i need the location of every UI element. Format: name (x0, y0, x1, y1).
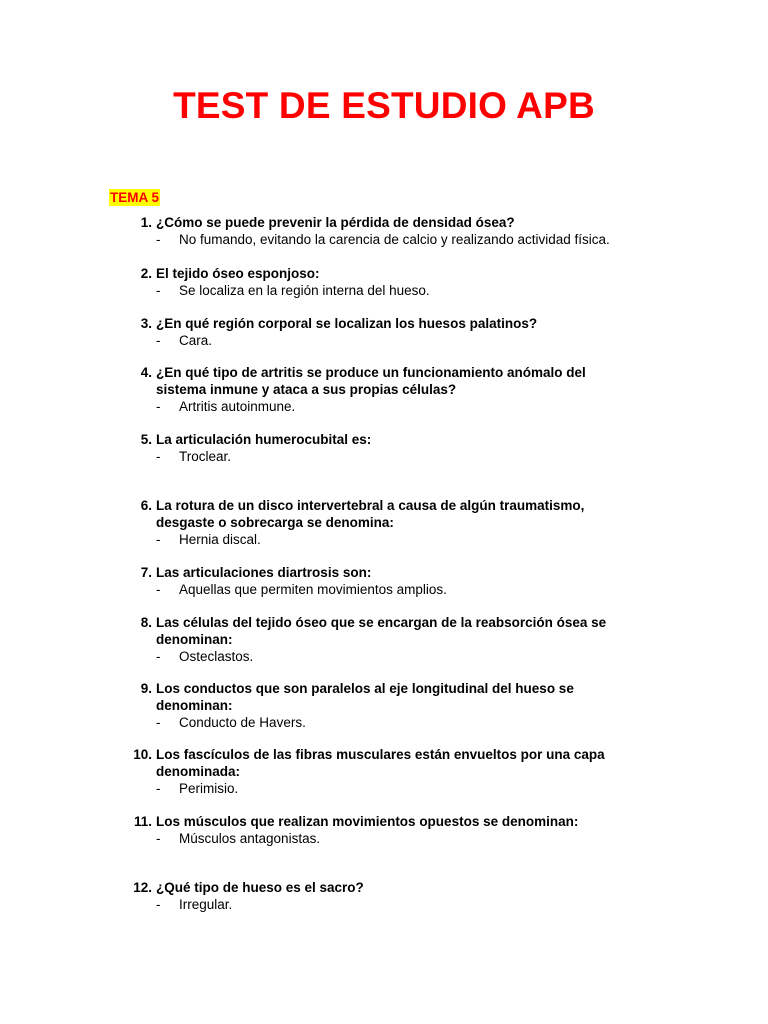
answer-text: Troclear. (179, 449, 232, 464)
question-text (156, 614, 636, 648)
question-line: Los músculos que realizan movimientos opuestos se denominan: (156, 814, 579, 829)
answer-text: No fumando, evitando la carencia de calcio y realizando actividad física. (179, 232, 610, 247)
question-line: Las células del tejido óseo que se encargan de la reabsorción ósea se (156, 615, 607, 630)
question-text (156, 497, 636, 531)
question-text (156, 564, 636, 581)
answer-bullet: - (156, 333, 161, 348)
section-label: TEMA 5 (110, 190, 160, 205)
question-text (156, 214, 636, 231)
answer-bullet: - (156, 449, 161, 464)
question-line: Los conductos que son paralelos al eje longitudinal del hueso se (156, 681, 574, 696)
question-line: ¿En qué tipo de artritis se produce un funcionamiento anómalo del (156, 365, 586, 380)
question-number: 4. (140, 365, 152, 380)
answer-bullet: - (156, 283, 161, 298)
question-line: sistema inmune y ataca a sus propias células? (156, 382, 457, 397)
answer-text: Músculos antagonistas. (179, 831, 321, 846)
question-line: ¿Qué tipo de hueso es el sacro? (156, 880, 364, 895)
question-number: 6. (140, 498, 152, 513)
answer-bullet: - (156, 232, 161, 247)
question-text (156, 431, 636, 448)
answer-text: Se localiza en la región interna del hueso. (179, 283, 430, 298)
question-line: denominan: (156, 632, 233, 647)
answer-bullet: - (156, 399, 161, 414)
page-title: TEST DE ESTUDIO APB (173, 85, 595, 126)
answer-text: Conducto de Havers. (179, 715, 306, 730)
question-number: 1. (140, 215, 152, 230)
question-line: La articulación humerocubital es: (156, 432, 372, 447)
answer-bullet: - (156, 582, 161, 597)
question-line: ¿En qué región corporal se localizan los huesos palatinos? (156, 316, 538, 331)
answer-text: Artritis autoinmune. (179, 399, 296, 414)
question-line: denominan: (156, 698, 233, 713)
answer-bullet: - (156, 649, 161, 664)
question-number: 11. (133, 814, 152, 829)
answer-bullet: - (156, 831, 161, 846)
question-line: El tejido óseo esponjoso: (156, 266, 320, 281)
answer-text: Perimisio. (179, 781, 239, 796)
question-text (156, 265, 636, 282)
answer-bullet: - (156, 532, 161, 547)
answer-bullet: - (156, 715, 161, 730)
answer-text: Osteclastos. (179, 649, 254, 664)
answer-text: Irregular. (179, 897, 233, 912)
answer-bullet: - (156, 897, 161, 912)
question-number: 5. (140, 432, 152, 447)
question-line: denominada: (156, 764, 241, 779)
question-line: ¿Cómo se puede prevenir la pérdida de densidad ósea? (156, 215, 515, 230)
question-number: 2. (140, 266, 152, 281)
question-line: Los fascículos de las fibras musculares están envueltos por una capa (156, 747, 605, 762)
question-number: 10. (133, 747, 152, 762)
question-number: 12. (133, 880, 152, 895)
question-line: La rotura de un disco intervertebral a causa de algún traumatismo, (156, 498, 585, 513)
answer-text: Cara. (179, 333, 213, 348)
answer-text: Hernia discal. (179, 532, 261, 547)
question-text (156, 746, 636, 780)
question-text (156, 315, 636, 332)
question-number: 9. (140, 681, 152, 696)
answer-bullet: - (156, 781, 161, 796)
question-text (156, 813, 636, 830)
question-text (156, 879, 636, 896)
question-text (156, 680, 636, 714)
question-line: desgaste o sobrecarga se denomina: (156, 515, 394, 530)
question-number: 3. (140, 316, 152, 331)
question-number: 7. (140, 565, 152, 580)
question-line: Las articulaciones diartrosis son: (156, 565, 372, 580)
question-text (156, 364, 636, 398)
question-number: 8. (140, 615, 152, 630)
answer-text: Aquellas que permiten movimientos amplios. (179, 582, 447, 597)
